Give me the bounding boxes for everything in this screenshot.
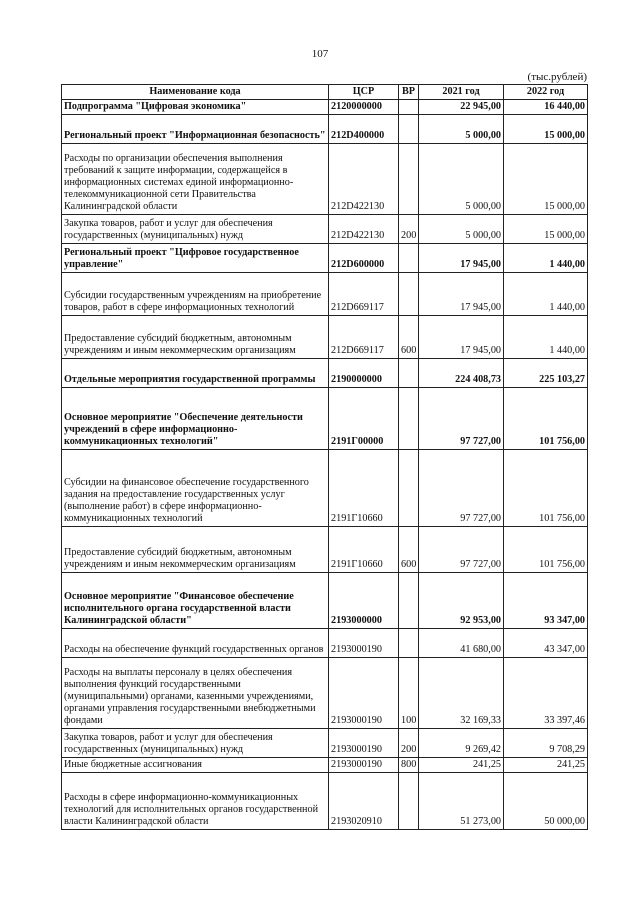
row-2021: 224 408,73 — [419, 359, 504, 388]
row-vr — [399, 115, 419, 144]
row-vr — [399, 450, 419, 527]
row-csr: 212D669117 — [329, 316, 399, 359]
row-csr: 2191Г10660 — [329, 450, 399, 527]
row-vr — [399, 359, 419, 388]
row-name: Региональный проект "Информационная безопасность" — [62, 115, 329, 144]
table-row — [62, 758, 588, 773]
row-2021: 51 273,00 — [419, 773, 504, 830]
row-vr: 600 — [399, 316, 419, 359]
row-vr: 200 — [399, 215, 419, 244]
row-2022: 101 756,00 — [504, 388, 588, 450]
table-row — [62, 244, 588, 273]
row-vr — [399, 273, 419, 316]
row-csr: 2193000190 — [329, 729, 399, 758]
row-name: Отдельные мероприятия государственной программы — [62, 359, 329, 388]
row-2021: 241,25 — [419, 758, 504, 773]
row-vr: 100 — [399, 658, 419, 729]
table-row — [62, 316, 588, 359]
row-name: Субсидии государственным учреждениям на приобретение товаров, работ в сфере информационных технологий — [62, 273, 329, 316]
row-vr: 600 — [399, 527, 419, 573]
header-2022: 2022 год — [504, 85, 588, 100]
row-2022: 33 397,46 — [504, 658, 588, 729]
row-vr — [399, 773, 419, 830]
row-2022: 15 000,00 — [504, 115, 588, 144]
row-vr: 800 — [399, 758, 419, 773]
page-number: 107 — [311, 48, 329, 60]
row-vr — [399, 388, 419, 450]
table-row — [62, 629, 588, 658]
units-label: (тыс.рублей) — [527, 71, 587, 83]
table-row — [62, 115, 588, 144]
header-vr: ВР — [399, 85, 419, 100]
row-2022: 1 440,00 — [504, 316, 588, 359]
row-2021: 5 000,00 — [419, 115, 504, 144]
row-2022: 101 756,00 — [504, 527, 588, 573]
table-row — [62, 144, 588, 215]
row-name: Предоставление субсидий бюджетным, автономным учреждениям и иным некоммерческим организациям — [62, 316, 329, 359]
row-csr: 2191Г10660 — [329, 527, 399, 573]
row-2021: 22 945,00 — [419, 100, 504, 115]
table-row — [62, 729, 588, 758]
row-2022: 1 440,00 — [504, 244, 588, 273]
table-row — [62, 215, 588, 244]
row-2022: 15 000,00 — [504, 215, 588, 244]
row-csr: 212D600000 — [329, 244, 399, 273]
table-row — [62, 388, 588, 450]
row-csr: 2193000000 — [329, 573, 399, 629]
row-csr: 2120000000 — [329, 100, 399, 115]
row-csr: 2193020910 — [329, 773, 399, 830]
row-vr — [399, 144, 419, 215]
row-csr: 212D422130 — [329, 215, 399, 244]
row-2021: 97 727,00 — [419, 450, 504, 527]
row-name: Расходы в сфере информационно-коммуникационных технологий для исполнительных органов государственной власти Калининградской области — [62, 773, 329, 830]
row-name: Предоставление субсидий бюджетным, автономным учреждениям и иным некоммерческим организациям — [62, 527, 329, 573]
table-row — [62, 658, 588, 729]
row-2021: 5 000,00 — [419, 144, 504, 215]
row-2021: 97 727,00 — [419, 527, 504, 573]
row-name: Подпрограмма "Цифровая экономика" — [62, 100, 329, 115]
row-2022: 15 000,00 — [504, 144, 588, 215]
row-2021: 17 945,00 — [419, 316, 504, 359]
header-csr: ЦСР — [329, 85, 399, 100]
table-header-row — [62, 85, 588, 100]
table-row — [62, 273, 588, 316]
row-name: Иные бюджетные ассигнования — [62, 758, 329, 773]
row-2021: 17 945,00 — [419, 244, 504, 273]
table-row — [62, 100, 588, 115]
row-vr — [399, 573, 419, 629]
budget-table — [61, 84, 588, 830]
table-row — [62, 359, 588, 388]
row-2022: 241,25 — [504, 758, 588, 773]
row-csr: 212D400000 — [329, 115, 399, 144]
row-2021: 41 680,00 — [419, 629, 504, 658]
row-2022: 1 440,00 — [504, 273, 588, 316]
row-csr: 2193000190 — [329, 758, 399, 773]
row-name: Расходы на выплаты персоналу в целях обеспечения выполнения функций государственными (муниципальными) органами, казенными учреждениями, органами управления государственными внебюджетными фондами — [62, 658, 329, 729]
row-2022: 101 756,00 — [504, 450, 588, 527]
row-csr: 2193000190 — [329, 658, 399, 729]
row-csr: 212D422130 — [329, 144, 399, 215]
row-vr: 200 — [399, 729, 419, 758]
row-csr: 2191Г00000 — [329, 388, 399, 450]
row-2022: 43 347,00 — [504, 629, 588, 658]
row-2022: 9 708,29 — [504, 729, 588, 758]
row-2022: 93 347,00 — [504, 573, 588, 629]
row-csr: 212D669117 — [329, 273, 399, 316]
row-vr — [399, 629, 419, 658]
row-name: Основное мероприятие "Финансовое обеспечение исполнительного органа государственной власти Калининградской области" — [62, 573, 329, 629]
row-name: Расходы по организации обеспечения выполнения требований к защите информации, содержащейся в информационных системах единой информационно-телекоммуникационной сети Правительства Калининградской области — [62, 144, 329, 215]
header-2021: 2021 год — [419, 85, 504, 100]
row-2021: 9 269,42 — [419, 729, 504, 758]
header-name: Наименование кода — [62, 85, 329, 100]
row-csr: 2193000190 — [329, 629, 399, 658]
row-name: Субсидии на финансовое обеспечение государственного задания на предоставление государственных услуг (выполнение работ) в сфере информационно-коммуникационных технологий — [62, 450, 329, 527]
row-vr — [399, 100, 419, 115]
row-2021: 32 169,33 — [419, 658, 504, 729]
row-name: Закупка товаров, работ и услуг для обеспечения государственных (муниципальных) нужд — [62, 215, 329, 244]
row-2022: 50 000,00 — [504, 773, 588, 830]
row-2021: 5 000,00 — [419, 215, 504, 244]
row-2021: 97 727,00 — [419, 388, 504, 450]
table-row — [62, 773, 588, 830]
row-2022: 225 103,27 — [504, 359, 588, 388]
table-row — [62, 450, 588, 527]
row-vr — [399, 244, 419, 273]
table-row — [62, 527, 588, 573]
row-csr: 2190000000 — [329, 359, 399, 388]
table-row — [62, 573, 588, 629]
row-name: Основное мероприятие "Обеспечение деятельности учреждений в сфере информационно-коммуникационных технологий" — [62, 388, 329, 450]
row-name: Закупка товаров, работ и услуг для обеспечения государственных (муниципальных) нужд — [62, 729, 329, 758]
row-2022: 16 440,00 — [504, 100, 588, 115]
row-name: Расходы на обеспечение функций государственных органов — [62, 629, 329, 658]
row-2021: 17 945,00 — [419, 273, 504, 316]
row-name: Региональный проект "Цифровое государственное управление" — [62, 244, 329, 273]
row-2021: 92 953,00 — [419, 573, 504, 629]
